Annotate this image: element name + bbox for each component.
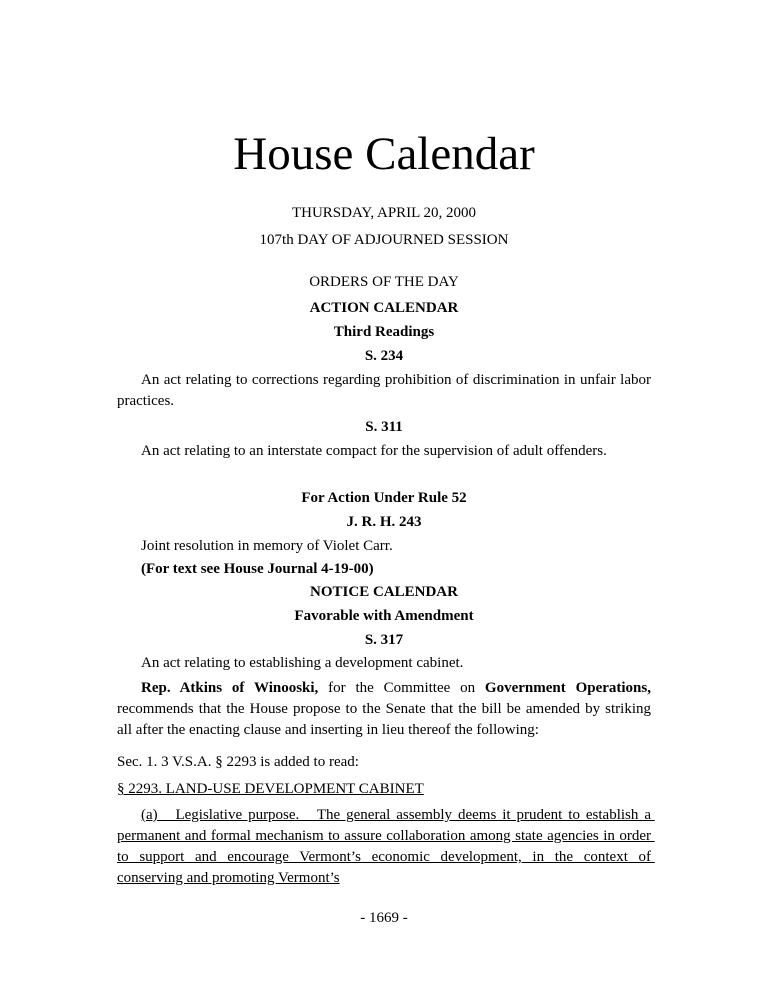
- legislative-purpose-text: (a) Legislative purpose. The general assembly deems it prudent to establish a permanent and formal mechanism to assure collaboration among state agencies in order to support and encourage Vermont’s economic development, in the context of conserving and promoting Vermont’s: [117, 807, 655, 886]
- committee-report-body: recommends that the House propose to the Senate that the bill be amended by striking all after the enacting clause and inserting in lieu thereof the following:: [117, 701, 651, 738]
- bill-s317-label: S. 317: [364, 632, 404, 648]
- session-day: 107th DAY OF ADJOURNED SESSION: [259, 232, 509, 248]
- journal-reference: (For text see House Journal 4-19-00): [141, 561, 374, 577]
- bill-s311-label: S. 311: [365, 419, 403, 435]
- jrh-243-text: Joint resolution in memory of Violet Carr.: [141, 538, 393, 554]
- section-2293-title: § 2293. LAND-USE DEVELOPMENT CABINET: [117, 781, 424, 797]
- section-1-intro: Sec. 1. 3 V.S.A. § 2293 is added to read:: [117, 754, 359, 770]
- favorable-with-amendment-heading: Favorable with Amendment: [294, 608, 474, 624]
- page-number: - 1669 -: [360, 910, 408, 926]
- notice-calendar-heading: NOTICE CALENDAR: [310, 584, 458, 600]
- representative-name: Rep. Atkins of Winooski,: [141, 680, 319, 696]
- committee-report-lead: for the Committee on: [318, 680, 485, 696]
- bill-s234-text: An act relating to corrections regarding prohibition of discrimination in unfair labor practices.: [117, 372, 651, 409]
- page-title: House Calendar: [233, 128, 535, 180]
- rule-52-heading: For Action Under Rule 52: [301, 490, 467, 506]
- bill-s311-text: An act relating to an interstate compact for the supervision of adult offenders.: [141, 443, 607, 459]
- bill-s317-text: An act relating to establishing a development cabinet.: [141, 655, 464, 671]
- committee-name: Government Operations,: [484, 680, 651, 696]
- calendar-date: THURSDAY, APRIL 20, 2000: [291, 205, 477, 221]
- action-calendar-heading: ACTION CALENDAR: [309, 300, 459, 316]
- jrh-243-label: J. R. H. 243: [346, 514, 422, 530]
- third-readings-heading: Third Readings: [333, 324, 435, 340]
- orders-of-the-day: ORDERS OF THE DAY: [309, 274, 459, 290]
- committee-report: [117, 678, 651, 741]
- bill-s234-label: S. 234: [364, 348, 404, 364]
